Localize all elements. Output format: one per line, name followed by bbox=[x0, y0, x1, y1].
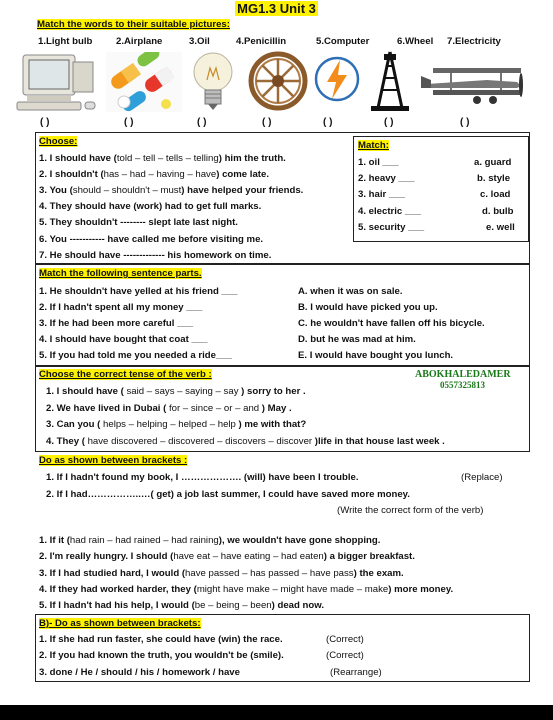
brackets-heading: Do as shown between brackets : bbox=[39, 455, 188, 466]
verb-item-5: 5. If I hadn't had his help, I would (be – being – been) dead now. bbox=[39, 600, 325, 611]
answer-blank-7[interactable]: ( ) bbox=[460, 117, 470, 128]
section-b-item-2-note: (Correct) bbox=[326, 650, 364, 661]
choose-heading: Choose: bbox=[39, 136, 78, 147]
word-computer: 5.Computer bbox=[316, 36, 370, 47]
wheel-picture bbox=[248, 50, 308, 112]
match-right-e: e. well bbox=[486, 222, 515, 233]
parts-right-c: C. he wouldn't have fallen off his bicycle. bbox=[298, 318, 485, 329]
match-heading: Match: bbox=[358, 140, 389, 151]
parts-right-a: A. when it was on sale. bbox=[298, 286, 403, 297]
parts-right-e: E. I would have bought you lunch. bbox=[298, 350, 454, 361]
brackets-item-2-note: (Write the correct form of the verb) bbox=[337, 505, 484, 516]
brackets-item-2: 2. If I had……………..…( get) a job last summer, I could have saved more money. bbox=[46, 489, 410, 500]
choose-item-4: 4. They should have (work) had to get full marks. bbox=[39, 201, 262, 212]
word-electricity: 7.Electricity bbox=[447, 36, 501, 47]
word-penicillin: 4.Penicillin bbox=[236, 36, 287, 47]
electricity-picture bbox=[313, 52, 361, 106]
verb-item-3: 3. If I had studied hard, I would (have passed – has passed – have pass) the exam. bbox=[39, 568, 404, 579]
tense-heading: Choose the correct tense of the verb : bbox=[39, 369, 212, 380]
answer-blank-1[interactable]: ( ) bbox=[40, 117, 50, 128]
answer-blank-4[interactable]: ( ) bbox=[262, 117, 272, 128]
match-right-a: a. guard bbox=[474, 157, 512, 168]
page-title: MG1.3 Unit 3 bbox=[237, 1, 316, 16]
tense-item-1: 1. I should have ( said – says – saying – say ) sorry to her . bbox=[46, 386, 306, 397]
verb-item-4: 4. If they had worked harder, they (might have make – might have made – make) more money. bbox=[39, 584, 454, 595]
answer-blank-5[interactable]: ( ) bbox=[323, 117, 333, 128]
parts-left-2: 2. If I hadn't spent all my money ___ bbox=[39, 302, 203, 313]
match-right-b: b. style bbox=[477, 173, 511, 184]
verb-item-1: 1. If it (had rain – had rained – had raining), we wouldn't have gone shopping. bbox=[39, 535, 381, 546]
parts-left-4: 4. I should have bought that coat ___ bbox=[39, 334, 208, 345]
author-credit-phone: 0557325813 bbox=[440, 380, 485, 390]
author-credit-name: ABOKHALEDAMER bbox=[415, 369, 511, 380]
brackets-item-1: 1. If I hadn't found my book, I ………………. (will) have been I trouble. bbox=[46, 472, 359, 483]
section-b-item-2: 2. If you had known the truth, you wouldn't be (smile). bbox=[39, 650, 284, 661]
verb-item-2: 2. I'm really hungry. I should (have eat – have eating – had eaten) a bigger breakfast. bbox=[39, 551, 415, 562]
light-bulb-picture bbox=[185, 50, 241, 112]
match-left-3: 3. hair ___ bbox=[358, 189, 405, 200]
section-b-item-1-note: (Correct) bbox=[326, 634, 364, 645]
choose-item-5: 5. They shouldn't -------- slept late last night. bbox=[39, 217, 238, 228]
choose-item-7: 7. He should have ------------- his homework on time. bbox=[39, 250, 272, 261]
match-right-c: c. load bbox=[480, 189, 511, 200]
tense-item-2: 2. We have lived in Dubai ( for – since – or – and ) May . bbox=[46, 403, 292, 414]
match-left-1: 1. oil ___ bbox=[358, 157, 399, 168]
section-b-item-3-note: (Rearrange) bbox=[330, 667, 382, 678]
section-b-heading: B)- Do as shown between brackets: bbox=[39, 618, 201, 629]
parts-left-5: 5. If you had told me you needed a ride___ bbox=[39, 350, 232, 361]
brackets-item-1-note: (Replace) bbox=[461, 472, 503, 483]
section-b-item-3: 3. done / He / should / his / homework / have bbox=[39, 667, 240, 678]
parts-right-b: B. I would have picked you up. bbox=[298, 302, 438, 313]
choose-item-1: 1. I should have (told – tell – tells – telling) him the truth. bbox=[39, 153, 286, 164]
tense-item-3: 3. Can you ( helps – helping – helped – help ) me with that? bbox=[46, 419, 307, 430]
bottom-black-bar bbox=[0, 705, 553, 720]
answer-blank-2[interactable]: ( ) bbox=[124, 117, 134, 128]
match-left-2: 2. heavy ___ bbox=[358, 173, 415, 184]
computer-picture bbox=[13, 52, 99, 112]
parts-left-3: 3. If he had been more careful ___ bbox=[39, 318, 194, 329]
match-left-5: 5. security ___ bbox=[358, 222, 425, 233]
airplane-picture bbox=[417, 58, 531, 108]
oil-derrick-picture bbox=[365, 48, 415, 114]
choose-item-3: 3. You (should – shouldn't – must) have helped your friends. bbox=[39, 185, 304, 196]
penicillin-pills-picture bbox=[106, 52, 182, 112]
sentence-parts-heading: Match the following sentence parts. bbox=[39, 268, 202, 279]
tense-item-4: 4. They ( have discovered – discovered – discovers – discover )life in that house last week . bbox=[46, 436, 445, 447]
word-airplane: 2.Airplane bbox=[116, 36, 163, 47]
choose-item-2: 2. I shouldn't (has – had – having – have) come late. bbox=[39, 169, 269, 180]
match-left-4: 4. electric ___ bbox=[358, 206, 421, 217]
match-right-d: d. bulb bbox=[482, 206, 514, 217]
choose-item-6: 6. You ----------- have called me before visiting me. bbox=[39, 234, 264, 245]
answer-blank-6[interactable]: ( ) bbox=[384, 117, 394, 128]
word-oil: 3.Oil bbox=[189, 36, 210, 47]
parts-right-d: D. but he was mad at him. bbox=[298, 334, 416, 345]
parts-left-1: 1. He shouldn't have yelled at his friend ___ bbox=[39, 286, 238, 297]
section-heading-match-pictures: Match the words to their suitable pictures: bbox=[37, 19, 230, 30]
word-light-bulb: 1.Light bulb bbox=[38, 36, 93, 47]
word-wheel: 6.Wheel bbox=[397, 36, 434, 47]
section-b-item-1: 1. If she had run faster, she could have (win) the race. bbox=[39, 634, 283, 645]
answer-blank-3[interactable]: ( ) bbox=[197, 117, 207, 128]
